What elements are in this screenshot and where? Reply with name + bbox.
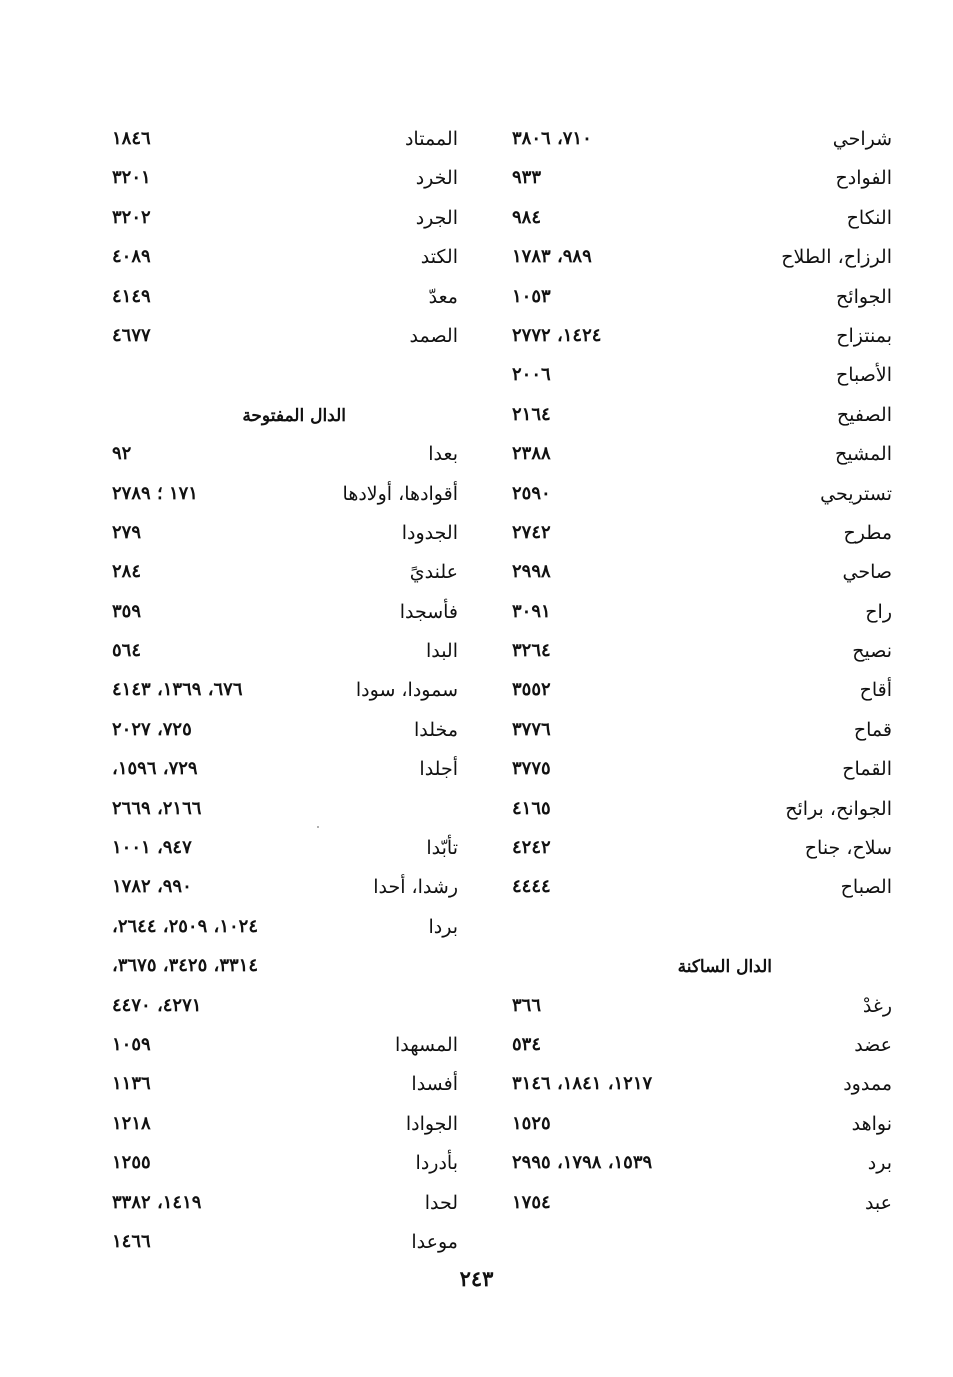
- index-entry: [112, 750, 492, 789]
- entry-word: مطرح: [843, 521, 892, 544]
- entry-references: ٥٦٤: [112, 640, 142, 662]
- entry-word: قماح: [853, 718, 892, 741]
- index-entry: [112, 1105, 492, 1144]
- index-entry: [112, 317, 492, 356]
- section-heading-text: الدال المفتوحة: [242, 405, 346, 426]
- index-entry: [112, 120, 492, 159]
- index-entry: [512, 317, 892, 356]
- entry-word: فأسجدا: [399, 600, 458, 623]
- left-section-1: [112, 120, 492, 356]
- entry-references: ١٠٥٩: [112, 1033, 151, 1055]
- entry-word: الجوادا: [405, 1112, 458, 1135]
- entry-references: ٤١٦٥: [512, 797, 551, 819]
- entry-word: نصيح: [852, 640, 892, 663]
- entry-word: الجوائح: [836, 285, 892, 308]
- entry-word: الجوانح، برائح: [785, 797, 892, 820]
- entry-word: الجدودا: [401, 521, 458, 544]
- entry-word: القماح: [842, 758, 892, 781]
- index-entry: [512, 632, 892, 671]
- left-section-2: [112, 435, 492, 1262]
- entry-word: أقوادها، أولادها: [342, 482, 458, 505]
- index-entry: [512, 1065, 892, 1104]
- index-entry: [112, 593, 492, 632]
- entry-references: ١٤٢٤، ٢٧٧٢: [512, 324, 602, 346]
- index-entry: [112, 947, 492, 986]
- entry-word: البدا: [425, 640, 458, 663]
- index-entry: [112, 475, 492, 514]
- entry-references: ٧٢٥، ٢٠٢٧: [112, 718, 192, 740]
- index-entry: [112, 1026, 492, 1065]
- entry-word: مخلدا: [414, 718, 458, 741]
- entry-word: بردا: [428, 915, 458, 938]
- entry-references: ٦٧٦، ١٣٦٩، ٤١٤٣: [112, 679, 243, 701]
- entry-references: ٧١٠، ٣٨٠٦: [512, 128, 592, 149]
- section-heading-maftuha: [112, 396, 492, 435]
- index-entry: [112, 671, 492, 710]
- entry-references: ١٠٢٤، ٢٥٠٩، ٢٦٤٤،: [112, 915, 258, 937]
- entry-references: ١٥٢٥: [512, 1112, 551, 1134]
- entry-references: ١٤٦٦: [112, 1230, 151, 1252]
- entry-references: ٤٢٤٢: [512, 837, 551, 859]
- entry-word: أفسدا: [411, 1073, 458, 1096]
- right-section-1: [512, 120, 892, 908]
- entry-word: الأصباح: [835, 364, 892, 387]
- entry-references: ٣٧٧٦: [512, 718, 551, 740]
- entry-references: ٤٤٤٤: [512, 876, 551, 898]
- entry-references: ١٥٣٩، ١٧٩٨، ٢٩٩٥: [512, 1152, 653, 1174]
- entry-word: سلاح، جناح: [804, 837, 892, 860]
- entry-references: ٣٧٧٥: [512, 758, 551, 780]
- entry-word: الكتد: [420, 246, 458, 269]
- index-entry: [112, 632, 492, 671]
- entry-references: ٥٣٤: [512, 1033, 542, 1055]
- entry-references: ٧٢٩، ١٥٩٦،: [112, 758, 198, 780]
- entry-references: ٣٢٠٢: [112, 206, 151, 228]
- entry-word: تستريحي: [820, 482, 892, 505]
- index-entry: [112, 514, 492, 553]
- entry-references: ١٤١٩، ٣٣٨٢: [112, 1191, 202, 1213]
- entry-word: رغدْ: [862, 994, 892, 1017]
- entry-references: ٤١٤٩: [112, 285, 151, 307]
- entry-word: برد: [867, 1152, 892, 1175]
- entry-word: عضد: [854, 1033, 892, 1056]
- index-entry: [112, 908, 492, 947]
- entry-references: ٢٨٤: [112, 561, 142, 583]
- entry-references: ٩٣٣: [512, 167, 542, 189]
- page-number: ٢٤٣: [459, 1266, 494, 1291]
- entry-word: أقاح: [859, 679, 892, 702]
- stray-mark: [317, 826, 319, 828]
- entry-word: الرزاح، الطلاح: [781, 246, 892, 269]
- entry-references: ٢٣٨٨: [512, 443, 551, 465]
- entry-word: بأدردا: [415, 1152, 458, 1175]
- index-entry: [112, 711, 492, 750]
- index-entry: [112, 553, 492, 592]
- section-heading-text: الدال الساكنة: [677, 957, 772, 978]
- entry-references: ٤٦٧٧: [112, 324, 151, 346]
- section-heading-sakina: [512, 947, 892, 986]
- entry-references: ٣٢٦٤: [512, 640, 551, 662]
- entry-word: الصمد: [409, 324, 458, 347]
- entry-references: ١٢١٨: [112, 1112, 151, 1134]
- index-entry: [112, 1065, 492, 1104]
- entry-references: ١٠٥٣: [512, 285, 551, 307]
- index-entry: [512, 120, 892, 159]
- entry-word: تأبّدا: [426, 837, 458, 860]
- index-entry: [512, 1144, 892, 1183]
- entry-references: ٢٥٩٠: [512, 482, 551, 504]
- index-entry: [512, 553, 892, 592]
- entry-references: ١١٣٦: [112, 1073, 151, 1095]
- entry-word: المشيح: [835, 443, 892, 466]
- entry-references: ١٧١ ؛ ٢٧٨٩: [112, 482, 198, 504]
- index-entry: [512, 159, 892, 198]
- index-entry: [112, 1144, 492, 1183]
- entry-word: الخرد: [415, 167, 458, 190]
- index-entry: [512, 356, 892, 395]
- entry-word: علنديً: [409, 561, 458, 584]
- entry-references: ١٨٤٦: [112, 128, 151, 149]
- entry-word: الجرد: [415, 206, 458, 229]
- entry-references: ٣٥٥٢: [512, 679, 551, 701]
- index-entry: [512, 1026, 892, 1065]
- entry-word: بعدا: [428, 443, 458, 466]
- entry-word: بمنتزاح: [836, 324, 892, 347]
- entry-word: راح: [865, 600, 892, 623]
- index-entry: [512, 278, 892, 317]
- entry-word: أجلدا: [419, 758, 458, 781]
- entry-references: ٩٨٤: [512, 206, 542, 228]
- index-entry: [512, 829, 892, 868]
- index-entry: [512, 1105, 892, 1144]
- index-entry: [512, 750, 892, 789]
- entry-word: موعدا: [411, 1230, 458, 1253]
- entry-references: ٢١٦٦، ٢٦٦٩: [112, 797, 202, 819]
- entry-references: ٢٩٩٨: [512, 561, 551, 583]
- entry-references: ١٢٥٥: [112, 1152, 151, 1174]
- entry-references: ٩٩٠، ١٧٨٢: [112, 876, 192, 898]
- index-entry: [112, 987, 492, 1026]
- entry-references: ١٧٥٤: [512, 1191, 551, 1213]
- entry-references: ٢٠٠٦: [512, 364, 551, 386]
- entry-references: ٣٦٦: [512, 994, 542, 1016]
- entry-references: ٣٠٩١: [512, 600, 551, 622]
- entry-references: ٤٢٧١، ٤٤٧٠: [112, 994, 202, 1016]
- index-entry: [512, 671, 892, 710]
- entry-references: ٣٥٩: [112, 600, 142, 622]
- entry-word: شراحي: [832, 128, 892, 150]
- right-column: [512, 120, 892, 1223]
- index-entry: [512, 1184, 892, 1223]
- entry-word: رشدا، أحدا: [373, 876, 458, 899]
- entry-word: لحدا: [424, 1191, 458, 1214]
- entry-word: الممتاد: [404, 128, 458, 150]
- index-entry: [112, 1223, 492, 1262]
- entry-word: ممدود: [843, 1073, 892, 1096]
- entry-word: الصفيح: [836, 403, 892, 426]
- index-entry: [512, 435, 892, 474]
- entry-word: نواهد: [851, 1112, 892, 1135]
- index-entry: [112, 868, 492, 907]
- index-entry: [512, 396, 892, 435]
- entry-references: ٣٣١٤، ٣٤٢٥، ٣٦٧٥،: [112, 955, 258, 977]
- entry-word: عبد: [864, 1191, 892, 1214]
- index-entry: [112, 238, 492, 277]
- index-entry: [112, 199, 492, 238]
- entry-references: ٢٧٤٢: [512, 521, 551, 543]
- index-entry: [512, 790, 892, 829]
- entry-references: ٢٧٩: [112, 521, 142, 543]
- index-entry: [512, 475, 892, 514]
- entry-word: صاحي: [842, 561, 892, 584]
- entry-references: ٩٤٧، ١٠٠١: [112, 837, 192, 859]
- entry-references: ٢١٦٤: [512, 403, 551, 425]
- index-entry: [112, 159, 492, 198]
- entry-references: ١٢١٧، ١٨٤١، ٣١٤٦: [512, 1073, 653, 1095]
- index-entry: [112, 1184, 492, 1223]
- index-entry: [512, 987, 892, 1026]
- left-column: [112, 120, 492, 1262]
- entry-references: ٣٢٠١: [112, 167, 151, 189]
- index-entry: [512, 199, 892, 238]
- entry-word: سمودا، سودا: [355, 679, 458, 702]
- index-entry: [112, 790, 492, 829]
- entry-references: ٤٠٨٩: [112, 246, 151, 268]
- right-section-2: [512, 987, 892, 1223]
- entry-word: المسهدا: [394, 1033, 458, 1056]
- index-entry: [112, 829, 492, 868]
- index-entry: [112, 435, 492, 474]
- index-entry: [512, 514, 892, 553]
- index-entry: [512, 238, 892, 277]
- entry-word: الصباح: [840, 876, 892, 899]
- index-entry: [512, 593, 892, 632]
- entry-references: ٩٨٩، ١٧٨٣: [512, 246, 592, 268]
- entry-references: ٩٢: [112, 443, 132, 465]
- index-entry: [512, 711, 892, 750]
- index-entry: [112, 278, 492, 317]
- index-entry: [512, 868, 892, 907]
- entry-word: النكاح: [846, 206, 892, 229]
- entry-word: معدّ: [428, 285, 458, 308]
- entry-word: الفوادح: [835, 167, 892, 190]
